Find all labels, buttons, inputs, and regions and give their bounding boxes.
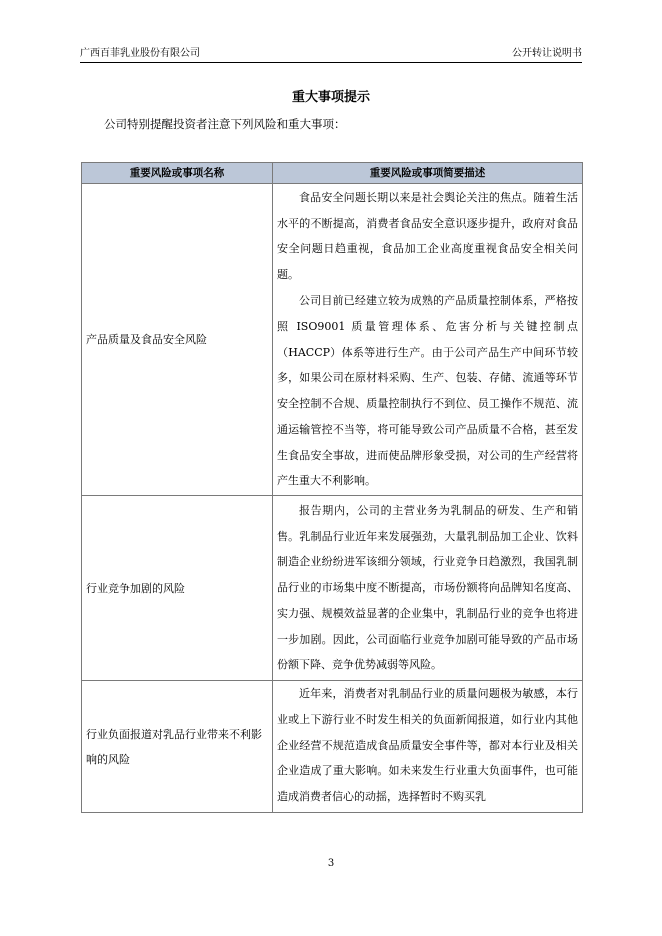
risk-table	[81, 162, 583, 813]
risk-name: 产品质量及食品安全风险	[82, 184, 273, 496]
header-rule	[80, 62, 582, 63]
description-paragraph: 近年来，消费者对乳制品行业的质量问题极为敏感，本行业或上下游行业不时发生相关的负面新闻报道，如行业内其他企业经营不规范造成食品质量安全事件等，都对本行业及相关企业造成了重大影响。如未来发生行业重大负面事件，也可能造成消费者信心的动摇，选择暂时不购买乳	[277, 687, 578, 804]
page-header	[80, 44, 582, 60]
table-row	[82, 184, 583, 496]
risk-description	[273, 184, 583, 496]
column-header-description: 重要风险或事项简要描述	[273, 163, 583, 184]
column-header-name: 重要风险或事项名称	[82, 163, 273, 184]
risk-name: 行业竞争加剧的风险	[82, 496, 273, 681]
table-row	[82, 496, 583, 681]
risk-description	[273, 496, 583, 681]
page-number: 3	[327, 858, 335, 869]
page-title: 重大事项提示	[291, 90, 370, 105]
table-header-row	[82, 163, 583, 184]
risk-description	[273, 681, 583, 813]
header-doc-type: 公开转让说明书	[512, 48, 582, 59]
table-row	[82, 681, 583, 813]
description-paragraph: 食品安全问题长期以来是社会舆论关注的焦点。随着生活水平的不断提高，消费者食品安全意识逐步提升，政府对食品安全问题日趋重视，食品加工企业高度重视食品安全相关问题。	[277, 190, 578, 282]
description-paragraph: 报告期内，公司的主营业务为乳制品的研发、生产和销售。乳制品行业近年来发展强劲，大量乳制品加工企业、饮料制造企业纷纷进军该细分领域，行业竞争日趋激烈，我国乳制品行业的市场集中度不断提高，市场份额将向品牌知名度高、实力强、规模效益显著的企业集中，乳制品行业的竞争也将进一步加剧。因此，公司面临行业竞争加剧可能导致的产品市场份额下降、竞争优势减弱等风险。	[277, 503, 578, 672]
risk-name: 行业负面报道对乳品行业带来不利影响的风险	[82, 681, 273, 813]
header-company: 广西百菲乳业股份有限公司	[80, 48, 200, 59]
intro-text: 公司特别提醒投资者注意下列风险和重大事项：	[104, 117, 346, 131]
description-paragraph: 公司目前已经建立较为成熟的产品质量控制体系，严格按照 ISO9001 质量管理体系、危害分析与关键控制点（HACCP）体系等进行生产。由于公司产品生产中间环节较多，如果公司在原材料采购、生产、包装、存储、流通等环节安全控制不合规、质量控制执行不到位、员工操作不规范、流通运输管控不当等，将可能导致公司产品质量不合格，甚至发生食品安全事故，进而使品牌形象受损，对公司的生产经营将产生重大不利影响。	[277, 293, 578, 488]
